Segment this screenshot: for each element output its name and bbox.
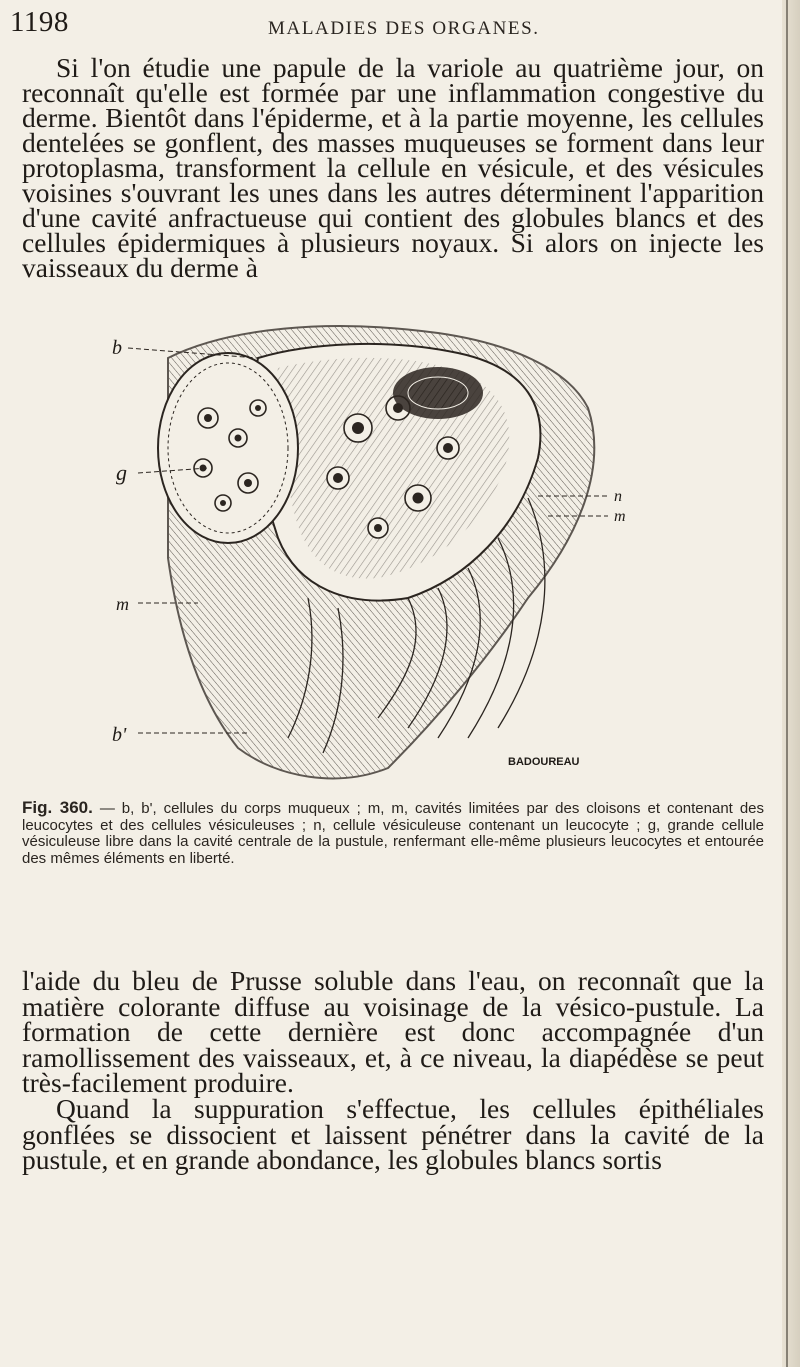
histology-illustration [108,298,668,798]
paragraph-2: l'aide du bleu de Prusse soluble dans l'eau, on reconnaît que la matière colorante diffuse au voisinage de la vésico-pustule. La formation de cette dernière est donc accompagnée d'un ramollissement des vaisseaux, et, à ce niveau, la diapédèse se peut très-facilement produire. [22,965,764,1098]
page-edge-shadow [782,0,800,1367]
label-n: n [614,488,622,505]
page-edge-line [786,0,788,1367]
figure-caption [22,800,764,867]
running-head: MALADIES DES ORGANES. [268,18,540,39]
label-m-left: m [116,594,129,614]
paragraph-3: Quand la suppuration s'effectue, les cellules épithéliales gonflées se dissocient et laissent pénétrer dans la cavité de la pustule, et en grande abondance, les globules blancs sortis [22,1093,764,1175]
label-g: g [116,460,127,485]
histology-figure [108,298,668,798]
label-b-prime: b' [112,724,127,746]
page-number: 1198 [10,6,69,38]
page-header [10,6,770,46]
label-b: b [112,337,122,359]
figure-caption-text: — b, b', cellules du corps muqueux ; m, m, cavités limitées par des cloisons et contenant des leucocytes et des cellules vésiculeuses ; n, cellule vésiculeuse contenant un leucocyte ; g, grande cellule vésiculeuse libre dans la cavité centrale de la pustule, renfermant elle-même plusieurs leucocytes et entourée des mêmes éléments en liberté. [22,800,765,867]
engraver-signature: BADOUREAU [508,756,580,768]
figure-caption-label: Fig. 360. [22,798,93,817]
paragraph-1: Si l'on étudie une papule de la variole au quatrième jour, on reconnaît qu'elle est formée par une inflammation congestive du derme. Bientôt dans l'épiderme, et à la partie moyenne, les cellules dentelées se gonflent, des masses muqueuses se forment dans leur protoplasma, transforment la cellule en vésicule, et des vésicules voisines s'ouvrant les unes dans les autres déterminent l'apparition d'une cavité anfractueuse qui contient des globules blancs et des cellules épidermiques à plusieurs noyaux. Si alors on injecte les vaisseaux du derme à [22,52,764,283]
label-m-right: m [614,508,626,525]
